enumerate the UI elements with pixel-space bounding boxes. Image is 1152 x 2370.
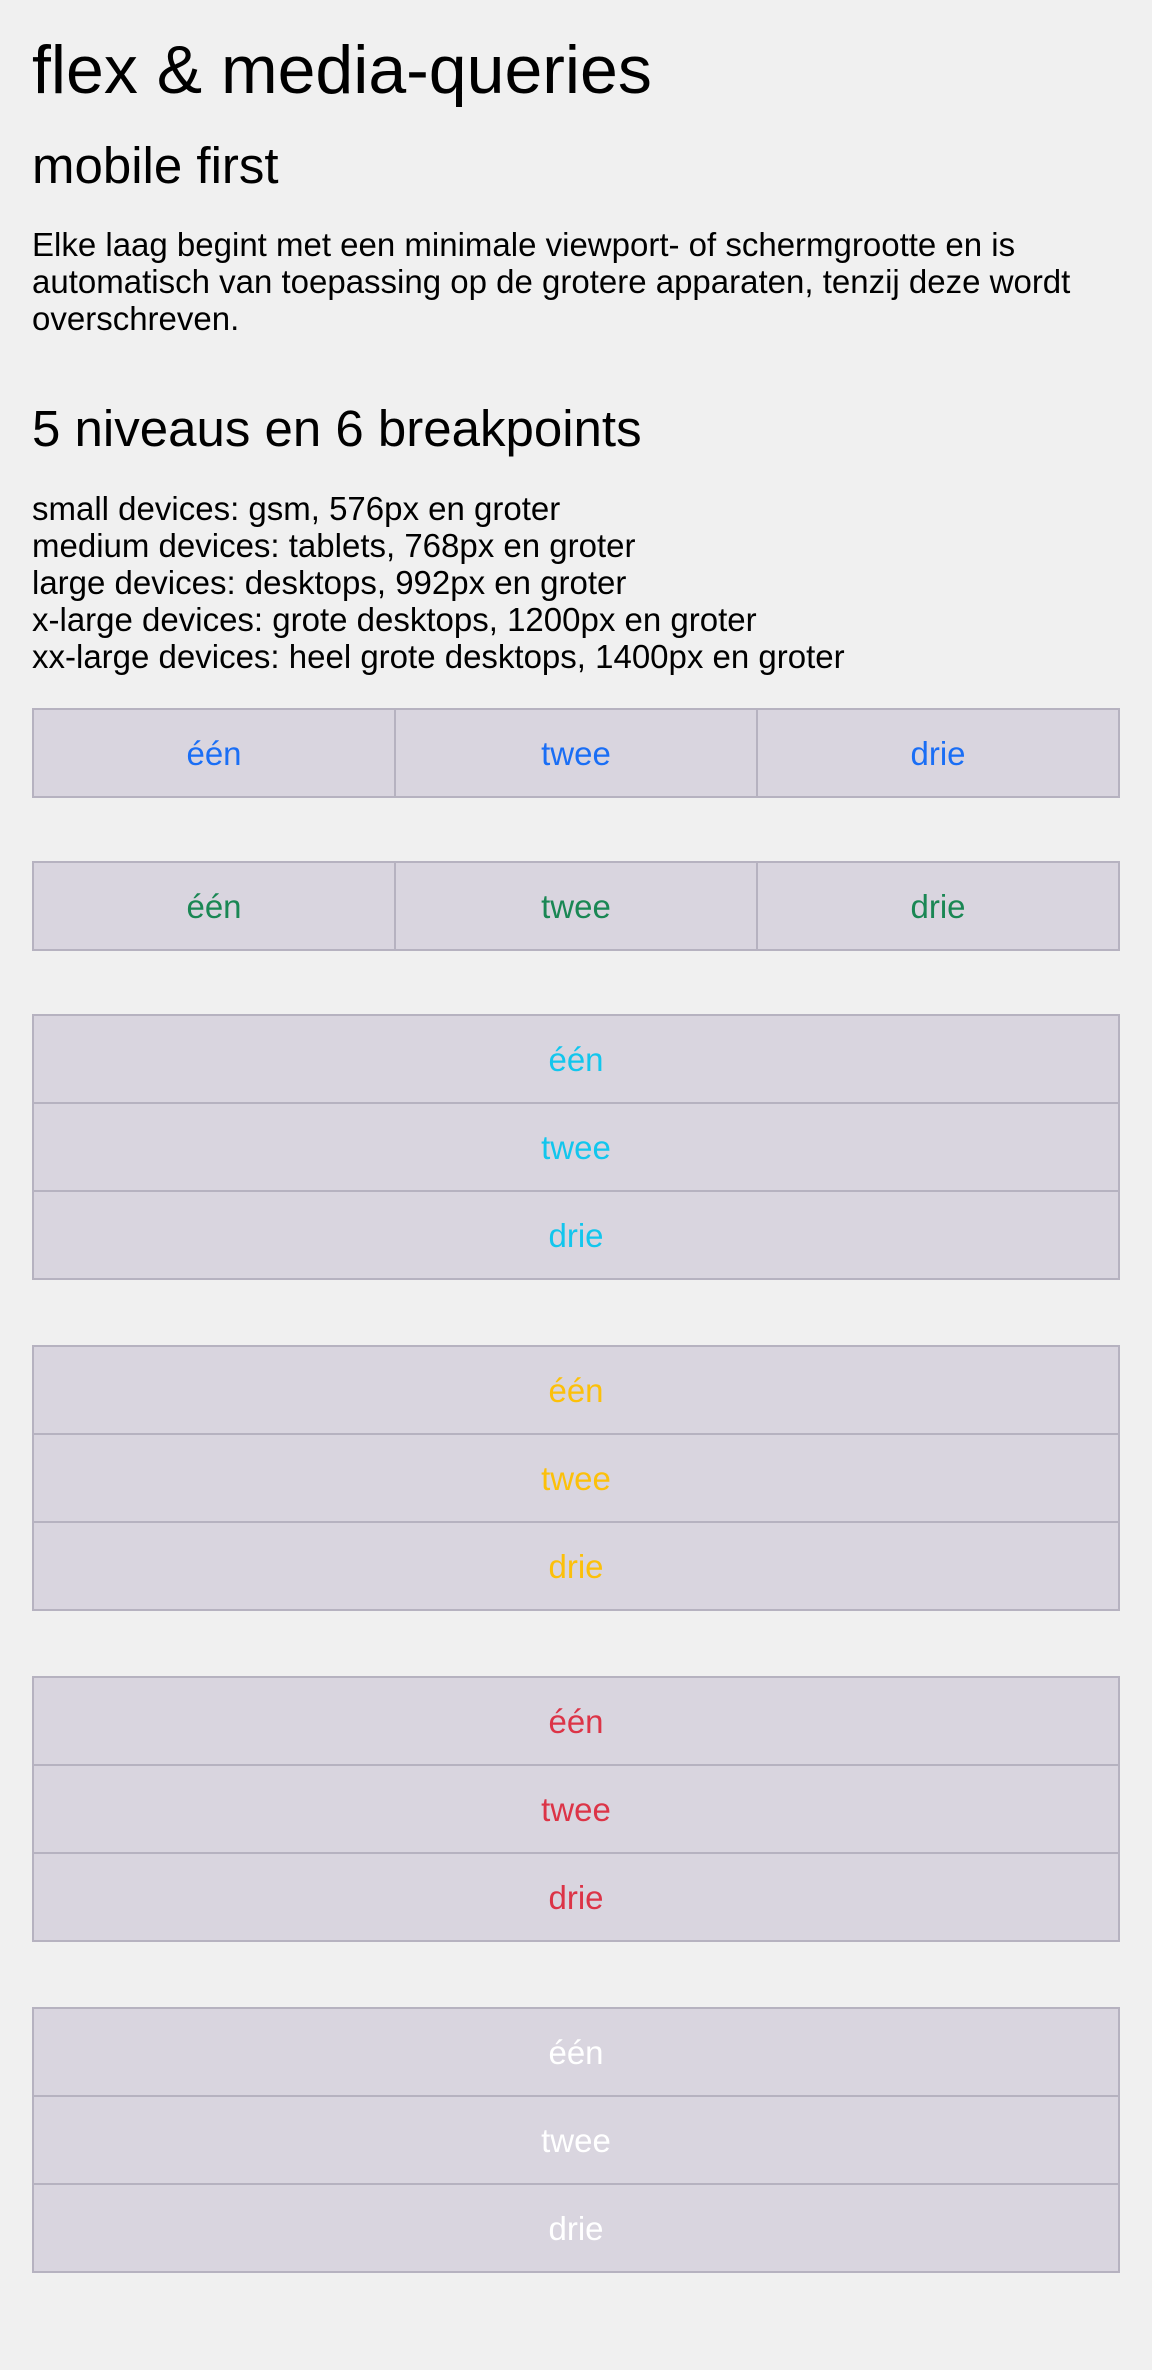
page-title: flex & media-queries [32, 32, 652, 108]
flex-item-een: één [32, 1014, 1120, 1104]
flex-row-light [32, 2007, 1120, 2273]
page-subtitle: mobile first [32, 137, 279, 194]
flex-item-drie: drie [32, 1852, 1120, 1942]
flex-item-twee: twee [32, 2095, 1120, 2185]
flex-item-drie: drie [32, 2183, 1120, 2273]
intro-paragraph: Elke laag begint met een minimale viewport- of schermgrootte en is automatisch van toepassing op de grotere apparaten, tenzij deze wordt overschreven. [32, 226, 1071, 337]
device-item-large: large devices: desktops, 992px en groter [32, 564, 627, 601]
flex-item-twee: twee [394, 708, 758, 798]
flex-item-een: één [32, 1345, 1120, 1435]
device-list [32, 490, 845, 675]
flex-item-drie: drie [32, 1521, 1120, 1611]
device-item-x-large: x-large devices: grote desktops, 1200px en groter [32, 601, 757, 638]
flex-row-info [32, 1014, 1120, 1280]
device-item-small: small devices: gsm, 576px en groter [32, 490, 561, 527]
flex-item-een: één [32, 861, 396, 951]
flex-item-twee: twee [32, 1764, 1120, 1854]
levels-heading: 5 niveaus en 6 breakpoints [32, 400, 642, 457]
flex-item-een: één [32, 2007, 1120, 2097]
flex-item-twee: twee [32, 1102, 1120, 1192]
flex-item-een: één [32, 1676, 1120, 1766]
flex-item-twee: twee [394, 861, 758, 951]
flex-item-drie: drie [756, 861, 1120, 951]
flex-row-success [32, 861, 1120, 951]
flex-item-drie: drie [32, 1190, 1120, 1280]
flex-item-drie: drie [756, 708, 1120, 798]
device-item-medium: medium devices: tablets, 768px en groter [32, 527, 636, 564]
flex-item-twee: twee [32, 1433, 1120, 1523]
flex-row-danger [32, 1676, 1120, 1942]
flex-row-primary [32, 708, 1120, 798]
flex-item-een: één [32, 708, 396, 798]
flex-row-warning [32, 1345, 1120, 1611]
device-item-xx-large: xx-large devices: heel grote desktops, 1400px en groter [32, 638, 845, 675]
